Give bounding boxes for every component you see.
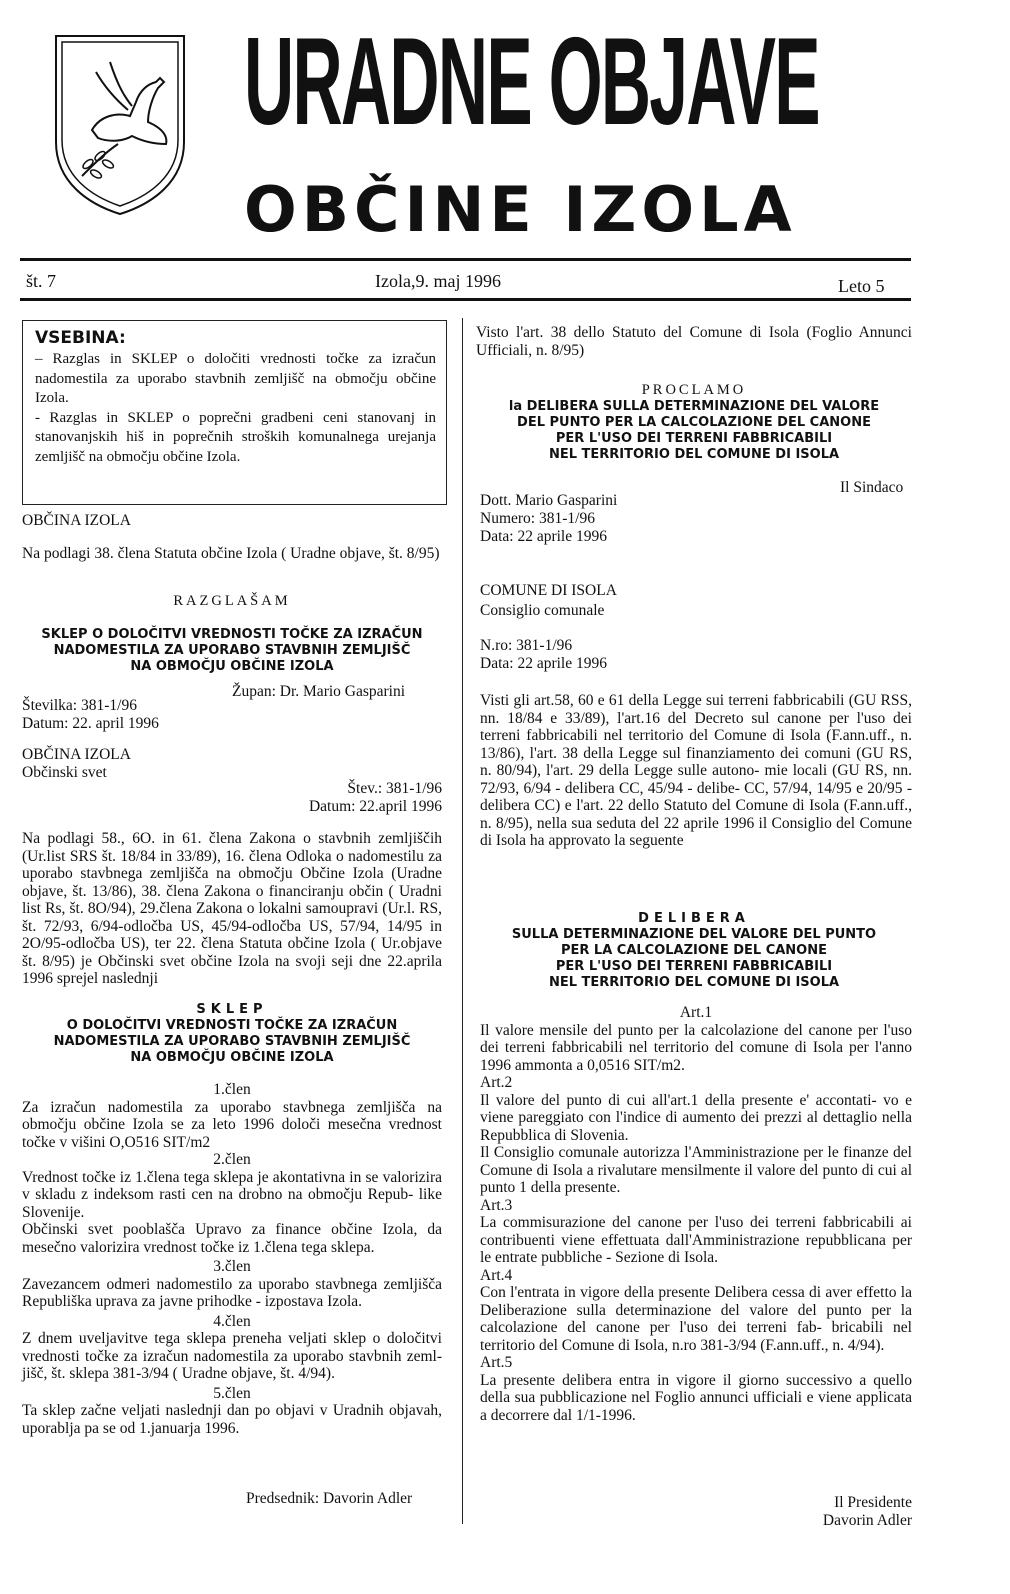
left-mayor: Župan: Dr. Mario Gasparini — [232, 683, 406, 700]
left-articles — [22, 1081, 442, 1437]
right-sindaco: Il Sindaco — [840, 479, 904, 496]
right-mayor-name: Dott. Mario Gasparini — [480, 492, 618, 509]
right-delibera-word: DELIBERA — [638, 911, 750, 926]
article-label: Art.3 — [480, 1196, 513, 1214]
article-text: Il valore mensile del punto per la calcolazione del canone per l'uso dei terreni fabbricabili nel territorio del comune di Isola per l'anno 1996 ammonta a 0,0516 SIT/m2. — [480, 1021, 912, 1074]
issue-number: št. 7 — [26, 271, 57, 291]
left-legal-basis: Na podlagi 38. člena Statuta občine Izola ( Uradne objave, št. 8/95) — [22, 545, 440, 562]
article-label: 5.člen — [213, 1384, 251, 1402]
article-text: Zavezancem odmeri nadomestilo za uporabo stavbnega zemljišča Republiška uprava za javne prihodke - izpostava Izola. — [22, 1275, 442, 1310]
left-proclaim: RAZGLAŠAM — [173, 593, 291, 609]
left-org2: OBČINA IZOLA — [22, 746, 131, 763]
contents-item: – Razglas in SKLEP o določiti vrednosti točke za izračun nadomestila za uporabo stavbnih zemljišč na območju občine Izola. — [35, 351, 436, 406]
article-label: Art.1 — [679, 1004, 713, 1021]
article-label: Art.4 — [480, 1266, 513, 1284]
article-text: Z dnem uveljavitve tega sklepa preneha veljati sklep o določitvi vrednosti točke za izračun nadomestila za uporabo stavbnih zeml- jišč, št. sklepa 381-3/94 ( Uradne objave, št. 4/94). — [22, 1330, 442, 1382]
right-numero: Numero: 381-1/96 — [480, 510, 595, 527]
right-proclamo: PROCLAMO — [641, 382, 747, 398]
right-data2: Data: 22 aprile 1996 — [480, 655, 607, 672]
article-text: Vrednost točke iz 1.člena tega sklepa je akontativna in se valorizira v skladu z indeksom rasti cen na drobno na območju Repub- like Slovenije. Občinski svet pooblašča Upravo za finance občine Izola, da mesečno valorizira vrednost točke iz 1.člena tega sklepa. — [22, 1168, 442, 1256]
left-sklep-word: SKLEP — [196, 1002, 268, 1017]
article-label: Art.5 — [480, 1354, 513, 1371]
column-divider — [462, 318, 463, 1524]
article-text: La commisurazione del canone per l'uso dei terreni fabbricabili ai contribuenti viene effettuata dall'Amministrazione repubblicana per le entrate pubbliche - Sezione di Isola. — [480, 1214, 912, 1266]
izola-coat-of-arms — [52, 32, 188, 218]
left-datum: Datum: 22.april 1996 — [308, 798, 442, 815]
contents-box — [22, 320, 447, 505]
right-comune: COMUNE DI ISOLA — [480, 582, 617, 599]
right-data1: Data: 22 aprile 1996 — [480, 528, 607, 545]
right-consiglio: Consiglio comunale — [480, 602, 605, 619]
issue-year: Leto 5 — [838, 276, 885, 296]
article-text: Ta sklep začne veljati naslednji dan po objavi v Uradnih objavah, uporablja pa se od 1.januarja 1996. — [22, 1402, 442, 1437]
article-text: La presente delibera entra in vigore il giorno successivo a quello della sua pubblicazione nel Foglio annunci ufficiali e viene applicata a decorrere dal 1/1-1996. — [480, 1371, 912, 1424]
article-label: 4.člen — [213, 1312, 251, 1330]
right-visto: Visto l'art. 38 dello Statuto del Comune di Isola (Foglio Annunci Ufficiali, n. 8/95) — [476, 324, 912, 359]
header-rule-bottom — [20, 298, 911, 301]
left-signature: Predsednik: Davorin Adler — [246, 1490, 413, 1507]
article-label: 1.člen — [213, 1081, 251, 1098]
left-stev: Štev.: 381-1/96 — [347, 780, 442, 797]
issue-place-date: Izola,9. maj 1996 — [375, 271, 501, 291]
header-rule-top — [20, 258, 911, 261]
left-council: Občinski svet — [22, 764, 107, 781]
left-decree-title: SKLEP O DOLOČITVI VREDNOSTI TOČKE ZA IZRAČUN NADOMESTILA ZA UPORABO STAVBNIH ZEMLJIŠČ NA OBMOČJU OBČINE IZOLA — [41, 627, 423, 674]
masthead-title: URADNE OBJAVE — [244, 22, 819, 142]
left-preamble: Na podlagi 58., 6O. in 61. člena Zakona o stavbnih zemljiščih (Ur.list SRS št. 18/84 in 33/89), 16. člena Odloka o nadomestilu za uporabo stavbnega zemljišča na območju Občine Izola (Uradne objave, št. 13/86), 38. člena Zakona o financiranju občin ( Uradni list Rs, št. 8O/94), 29.člena Zakona o lokalni samoupravi (Ur.l. RS, št. 72/93, 6/94-odločba US, 45/94-odločba US, 57/94, 14/95 in 2O/95-odločba US), ter 22. člena Statuta občine Izola ( Ur.objave št. 8/95) je Občinski svet občine Izola na svoji seji dne 22.aprila 1996 sprejel naslednji — [22, 830, 442, 987]
article-label: 3.člen — [213, 1258, 251, 1275]
article-text: Con l'entrata in vigore della presente Delibera cessa di aver effetto la Deliberazione sulla determinazione del valore del punto per la calcolazione del canone per l'uso dei terreni fab- bricabili nel territorio del Comune di Isola, n.ro 381-3/94 (F.ann.uff., n. 4/94). — [480, 1284, 912, 1354]
left-number: Številka: 381-1/96 — [22, 697, 137, 714]
right-preamble: Visti gli art.58, 60 e 61 della Legge sui terreni fabbricabili (GU RSS, nn. 18/84 e 33/89), l'art.16 del Decreto sul canone per l'uso dei terreni fabbricabili nel territorio del Comune di Isola (F.ann.uff., n. 13/86), l'art. 38 della Legge sul finanziamento dei comuni (GU RS, n. 80/94), l'art. 29 della Legge sulle autono- mie locali (GU RS, nn. 72/93, 6/94 - delibera CC, 45/94 - delibe- CC, 57/94, 14/95 e 20/95 - delibera CC) e l'art. 22 dello Statuto del Comune di Isola (F.ann.uff., n. 8/95), nella sua seduta del 22 aprile 1996 il Consiglio del Comune di Isola ha approvato la seguente — [480, 692, 912, 849]
masthead-subtitle: OBČINE IZOLA — [244, 173, 797, 246]
article-text: Za izračun nadomestila za uporabo stavbnega zemljišča na območju občine Izola se za leto 1996 določi mesečna vrednost točke v višini O,O516 SIT/m2 — [22, 1098, 442, 1151]
right-articles — [480, 1004, 912, 1424]
left-sklep-title: O DOLOČITVI VREDNOSTI TOČKE ZA IZRAČUN NADOMESTILA ZA UPORABO STAVBNIH ZEMLJIŠČ NA OBMOČJU OBČINE IZOLA — [53, 1018, 411, 1065]
right-delibera-title: la DELIBERA SULLA DETERMINAZIONE DEL VALORE DEL PUNTO PER LA CALCOLAZIONE DEL CANONE PER L'USO DEI TERRENI FABBRICABILI NEL TERRITORIO DEL COMUNE DI ISOLA — [508, 399, 880, 462]
left-org-heading: OBČINA IZOLA — [22, 512, 131, 529]
contents-item: - Razglas in SKLEP o poprečni gradbeni ceni stanovanj in stanovanjskih hiš in poprečnih stroških komunalnega urejanja zemljišč na območju občine Izola. — [35, 409, 436, 465]
article-label: 2.člen — [213, 1151, 251, 1168]
contents-heading: VSEBINA: — [35, 328, 126, 348]
article-text: Il valore del punto di cui all'art.1 della presente e' accontati- vo e viene pareggiato con l'indice di aumento dei prezzi al dettaglio nella Repubblica di Slovenia. Il Consiglio comunale autorizza l'Amministrazione per le finanze del Comune di Isola a rivalutare mensilmente il valore del punto di cui al punto 1 della presente. — [480, 1091, 912, 1196]
left-date: Datum: 22. april 1996 — [22, 715, 159, 732]
right-delibera-title2: SULLA DETERMINAZIONE DEL VALORE DEL PUNTO PER LA CALCOLAZIONE DEL CANONE PER L'USO DEI TERRENI FABBRICABILI NEL TERRITORIO DEL COMUNE DI ISOLA — [511, 927, 877, 990]
right-presidente: Il Presidente — [834, 1494, 912, 1511]
right-presidente-name: Davorin Adler — [822, 1512, 912, 1529]
article-label: Art.2 — [480, 1074, 513, 1091]
right-nro: N.ro: 381-1/96 — [480, 637, 573, 654]
